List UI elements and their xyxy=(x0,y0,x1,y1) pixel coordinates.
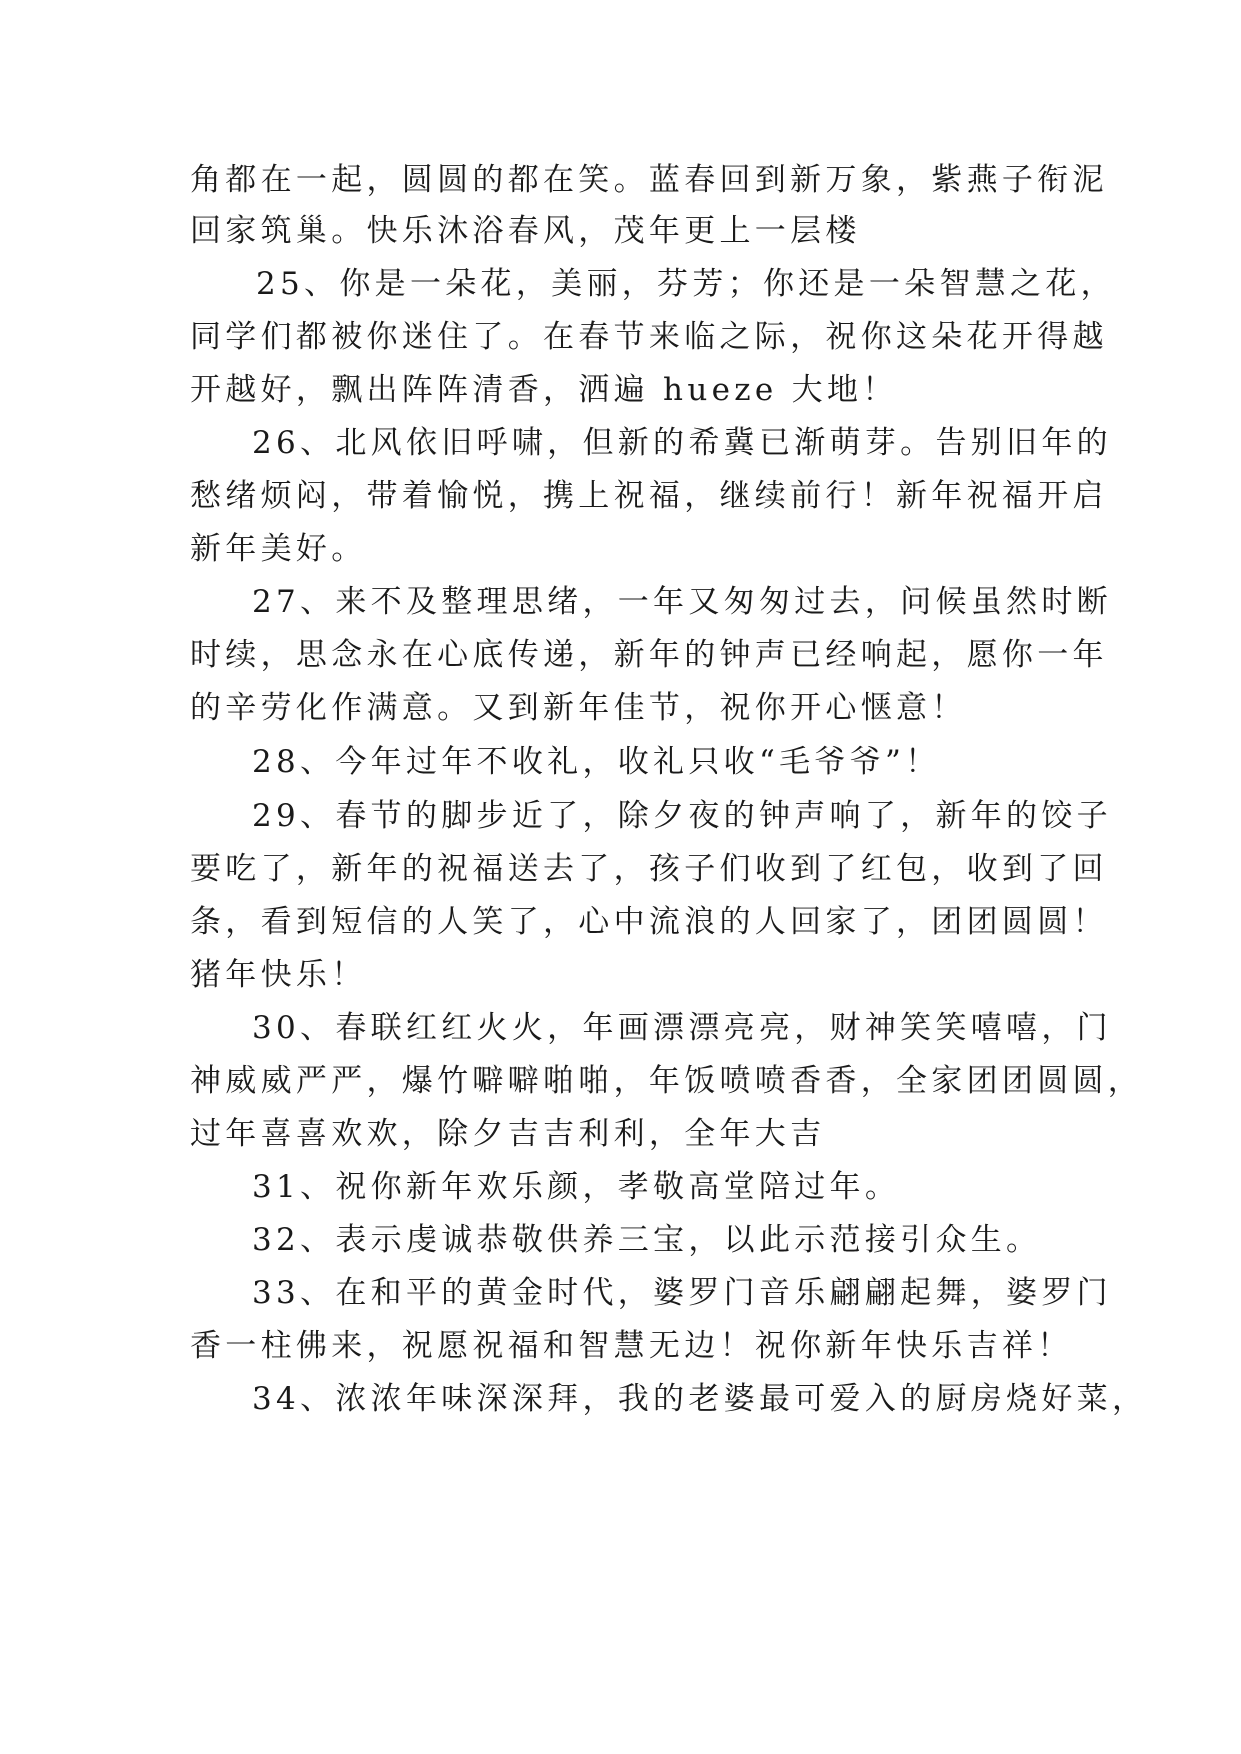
paragraph-line: 时续，思念永在心底传递，新年的钟声已经响起，愿你一年 xyxy=(190,637,1108,673)
paragraph-line: 同学们都被你迷住了。在春节来临之际，祝你这朵花开得越 xyxy=(190,319,1108,355)
paragraph-line: 28、今年过年不收礼，收礼只收“毛爷爷”！ xyxy=(252,744,941,780)
paragraph-line: 神威威严严，爆竹噼噼啪啪，年饭喷喷香香，全家团团圆圆， xyxy=(190,1063,1144,1099)
paragraph-line: 回家筑巢。快乐沐浴春风，茂年更上一层楼 xyxy=(190,213,861,249)
paragraph-line: 开越好，飘出阵阵清香，洒遍 hueze 大地！ xyxy=(190,372,898,408)
paragraph-line: 34、浓浓年味深深拜，我的老婆最可爱入的厨房烧好菜， xyxy=(252,1381,1148,1417)
paragraph-line: 32、表示虔诚恭敬供养三宝，以此示范接引众生。 xyxy=(252,1222,1042,1258)
paragraph-line: 33、在和平的黄金时代，婆罗门音乐翩翩起舞，婆罗门 xyxy=(252,1275,1112,1311)
paragraph-line: 新年美好。 xyxy=(190,531,367,567)
paragraph-line: 26、北风依旧呼啸，但新的希冀已渐萌芽。告别旧年的 xyxy=(252,425,1112,461)
paragraph-line: 香一柱佛来，祝愿祝福和智慧无边！祝你新年快乐吉祥！ xyxy=(190,1328,1073,1364)
paragraph-line: 30、春联红红火火，年画漂漂亮亮，财神笑笑嘻嘻，门 xyxy=(252,1010,1112,1046)
paragraph-line: 角都在一起，圆圆的都在笑。蓝春回到新万象，紫燕子衔泥 xyxy=(190,162,1108,198)
paragraph-line: 要吃了，新年的祝福送去了，孩子们收到了红包，收到了回 xyxy=(190,851,1108,887)
paragraph-line: 的辛劳化作满意。又到新年佳节，祝你开心惬意！ xyxy=(190,690,967,726)
paragraph-line: 愁绪烦闷，带着愉悦，携上祝福，继续前行！新年祝福开启 xyxy=(190,478,1108,514)
paragraph-line: 31、祝你新年欢乐颜，孝敬高堂陪过年。 xyxy=(252,1169,901,1205)
paragraph-line: 过年喜喜欢欢，除夕吉吉利利，全年大吉 xyxy=(190,1116,826,1152)
paragraph-line: 29、春节的脚步近了，除夕夜的钟声响了，新年的饺子 xyxy=(252,798,1112,834)
paragraph-line: 25、你是一朵花，美丽，芬芳；你还是一朵智慧之花， xyxy=(256,266,1116,302)
paragraph-line: 猪年快乐！ xyxy=(190,957,367,993)
paragraph-line: 条，看到短信的人笑了，心中流浪的人回家了，团团圆圆！ xyxy=(190,904,1108,940)
paragraph-line: 27、来不及整理思绪，一年又匆匆过去，问候虽然时断 xyxy=(252,584,1112,620)
